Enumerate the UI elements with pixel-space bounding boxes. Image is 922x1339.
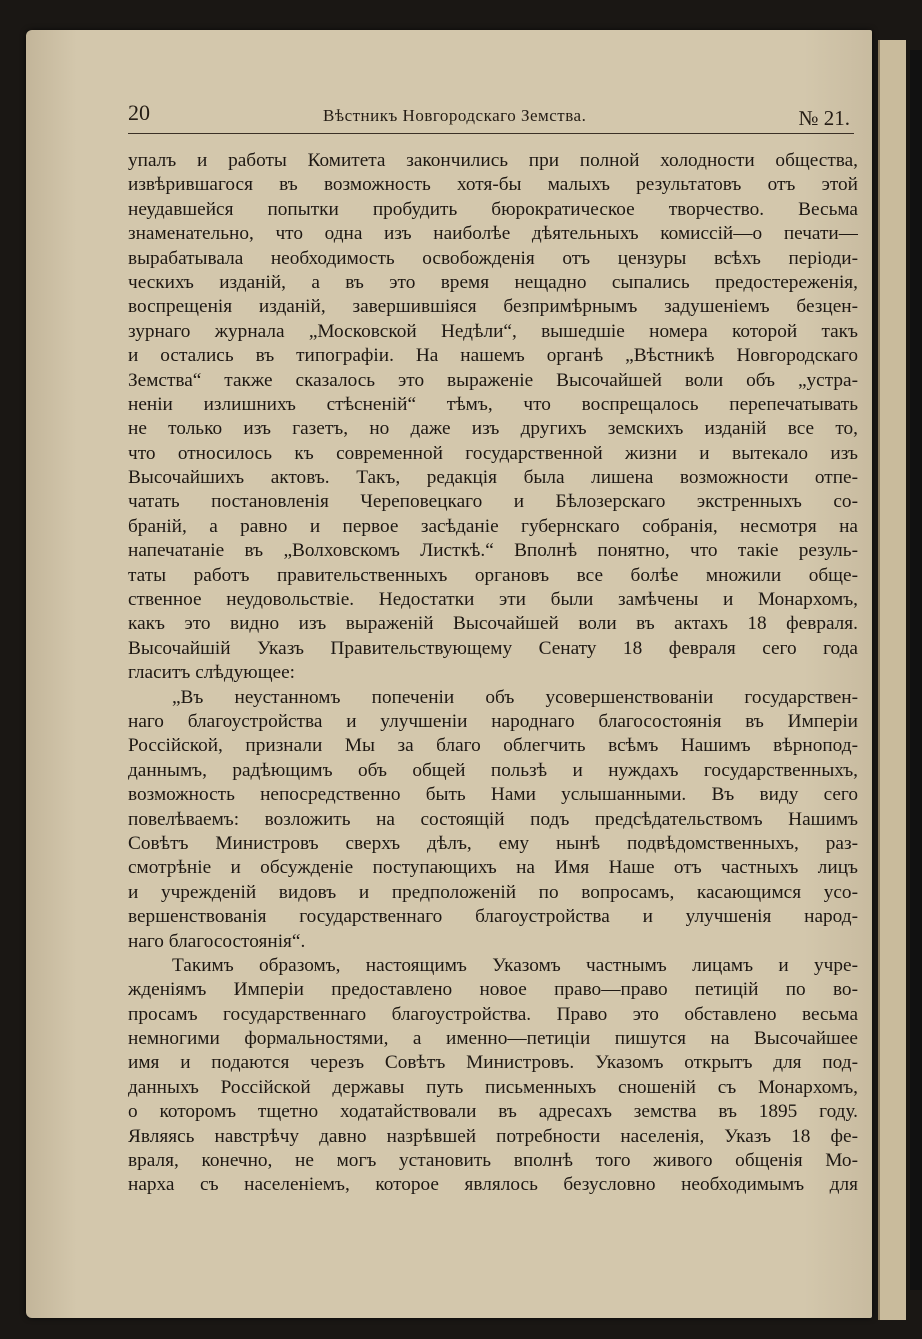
text-line: нарха съ населеніемъ, которое являлось безусловно необходимымъ для — [128, 1174, 858, 1196]
text-line: ческихъ изданій, а въ это время нещадно сыпались предостереженія, — [128, 271, 858, 293]
text-line: зурнаго журнала „Московской Недѣли“, вышедшіе номера которой такъ — [128, 320, 858, 342]
quote-line: повелѣваемъ: возложить на состоящій подъ предсѣдательствомъ Нашимъ — [128, 808, 858, 830]
text-line: знаменательно, что одна изъ наиболѣе дѣятельныхъ комиссій—о печати— — [128, 223, 858, 245]
text-line: упалъ и работы Комитета закончились при полной холодности общества, — [128, 150, 858, 171]
text-line: немногими формальностями, а именно—петиціи пишутся на Высочайшее — [128, 1028, 858, 1050]
quote-line: „Въ неустанномъ попеченіи объ усовершенствованіи государствен- — [172, 686, 858, 708]
text-line: гласитъ слѣдующее: — [128, 662, 296, 684]
text-line: Земства“ также сказалось это выраженіе Высочайшей воли объ „устра- — [128, 369, 858, 391]
quote-line: наго благоустройства и улучшеніи народнаго благосостоянія въ Имперіи — [128, 710, 858, 732]
text-line: Являясь навстрѣчу давно назрѣвшей потребности населенія, Указъ 18 фе- — [128, 1125, 858, 1147]
text-line: вырабатывала необходимость освобожденія отъ цензуры всѣхъ періоди- — [128, 247, 858, 269]
quote-line: возможность непосредственно быть Нами услышанными. Въ виду сего — [128, 784, 858, 806]
text-line: просамъ государственнаго благоустройства. Право это обставлено весьма — [128, 1003, 858, 1025]
text-line: жденіямъ Имперіи предоставлено новое право—право петицій по во- — [128, 979, 858, 1001]
quote-line: вершенствованія государственнаго благоустройства и улучшенія народ- — [128, 906, 858, 928]
journal-title: Вѣстникъ Новгородскаго Земства. — [323, 106, 587, 125]
issue-number: № 21. — [798, 106, 850, 130]
article-text — [128, 149, 858, 1198]
text-line: Высочайшій Указъ Правительствующему Сенату 18 февраля сего года — [128, 637, 858, 659]
text-line: не только изъ газетъ, но даже изъ другихъ земскихъ изданій все то, — [128, 418, 858, 440]
text-line: ственное неудовольствіе. Недостатки эти были замѣчены и Монархомъ, — [128, 589, 858, 611]
text-line: напечатаніе въ „Волховскомъ Листкѣ.“ Вполнѣ понятно, что такіе резуль- — [128, 540, 858, 562]
quote-line: и учрежденій видовъ и предположеній по вопросамъ, касающимся усо- — [128, 881, 858, 903]
text-line: воспрещенія изданій, завершившіяся безпримѣрнымъ задушеніемъ безцен- — [128, 296, 858, 318]
quote-line: Россійской, признали Мы за благо облегчить всѣмъ Нашимъ вѣрнопод- — [128, 735, 858, 757]
text-line: и остались въ типографіи. На нашемъ органѣ „Вѣстникѣ Новгородскаго — [128, 345, 858, 367]
quote-line: Совѣтъ Министровъ сверхъ дѣлъ, ему нынѣ подвѣдомственныхъ, раз- — [128, 832, 858, 854]
text-line: таты работъ правительственныхъ органовъ все болѣе множили обще- — [128, 564, 858, 586]
text-line: враля, конечно, не могъ установить вполнѣ того живого общенія Мо- — [128, 1150, 858, 1172]
quote-line: смотрѣніе и обсужденіе поступающихъ на Имя Наше отъ частныхъ лицъ — [128, 857, 858, 879]
text-line: браній, а равно и первое засѣданіе губернскаго собранія, несмотря на — [128, 515, 858, 537]
text-line: что относилось къ современной государственной жизни и вытекало изъ — [128, 442, 858, 464]
page-number: 20 — [128, 100, 150, 125]
text-line: Высочайшихъ актовъ. Такъ, редакція была лишена возможности отпе- — [128, 467, 858, 489]
text-line: извѣрившагося въ возможность хотя-бы малыхъ результатовъ отъ этой — [128, 174, 858, 196]
running-header — [128, 100, 854, 134]
binding-edge — [910, 50, 922, 1290]
text-line: неудавшейся попытки пробудить бюрократическое творчество. Весьма — [128, 198, 858, 220]
text-line: данныхъ Россійской державы путь письменныхъ сношеній съ Монархомъ, — [128, 1076, 858, 1098]
text-line: чатать постановленія Череповецкаго и Бѣлозерскаго экстренныхъ со- — [128, 491, 858, 513]
page-edge — [878, 40, 906, 1320]
text-line: имя и подаются черезъ Совѣтъ Министровъ. Указомъ открытъ для под- — [128, 1052, 858, 1074]
text-line: какъ это видно изъ выраженій Высочайшей воли въ актахъ 18 февраля. — [128, 613, 858, 635]
header-rule — [128, 133, 854, 134]
text-line: Такимъ образомъ, настоящимъ Указомъ частнымъ лицамъ и учре- — [172, 954, 858, 976]
quote-line: даннымъ, радѣющимъ объ общей пользѣ и нуждахъ государственныхъ, — [128, 759, 858, 781]
text-line: неніи излишнихъ стѣсненій“ тѣмъ, что воспрещалось перепечатывать — [128, 393, 858, 415]
text-line: о которомъ тщетно ходатайствовали въ адресахъ земства въ 1895 году. — [128, 1101, 858, 1123]
quote-line: наго благосостоянія“. — [128, 930, 306, 952]
